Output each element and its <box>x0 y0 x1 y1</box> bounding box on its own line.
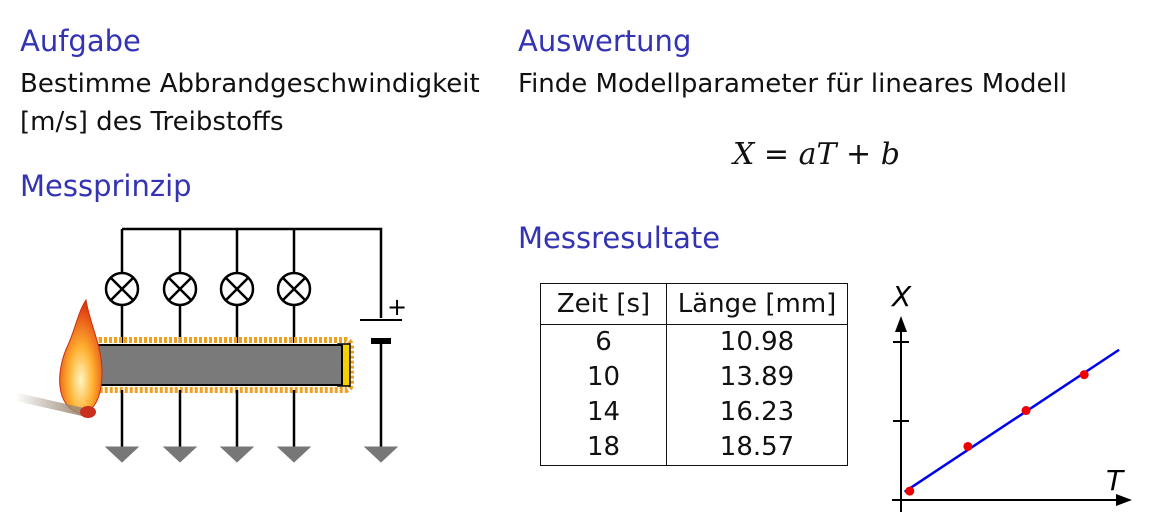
top-wire <box>122 229 381 318</box>
data-point <box>1022 406 1031 415</box>
data-point <box>963 442 972 451</box>
aufgabe-text-line1: Bestimme Abbrandgeschwindigkeit <box>20 69 480 99</box>
lamp-3-icon <box>221 273 253 305</box>
battery-plus-label: + <box>387 293 408 321</box>
messprinzip-heading: Messprinzip <box>20 169 192 203</box>
y-axis-arrow <box>895 316 907 332</box>
table-row: 14 16.23 <box>541 395 848 430</box>
battery-icon <box>360 320 402 341</box>
ground-1-icon <box>106 447 138 462</box>
data-point <box>905 487 914 496</box>
aufgabe-heading: Aufgabe <box>20 24 141 58</box>
table-row: 10 13.89 <box>541 360 848 395</box>
table-row: 6 10.98 <box>541 325 848 361</box>
fuel-rod <box>98 345 342 385</box>
y-axis-label: X <box>892 280 912 313</box>
ground-5-icon <box>365 447 397 462</box>
messresultate-heading: Messresultate <box>518 221 721 255</box>
ground-3-icon <box>221 447 253 462</box>
lamp-1-icon <box>106 273 138 305</box>
aufgabe-text-line2: [m/s] des Treibstoffs <box>20 107 284 137</box>
column-header-laenge: Länge [mm] <box>667 284 848 325</box>
auswertung-text: Finde Modellparameter für lineares Modell <box>518 69 1067 99</box>
circuit-diagram <box>0 0 440 524</box>
results-table <box>540 283 848 466</box>
ground-2-icon <box>164 447 196 462</box>
flame-icon <box>60 300 102 414</box>
data-point <box>1080 370 1089 379</box>
ground-4-icon <box>278 447 310 462</box>
column-header-zeit: Zeit [s] <box>541 284 667 325</box>
table-row: 18 18.57 <box>541 430 848 466</box>
lamp-2-icon <box>164 273 196 305</box>
scatter-plot <box>870 280 1140 520</box>
auswertung-heading: Auswertung <box>518 24 692 58</box>
x-axis-label: T <box>1106 464 1124 497</box>
match-head-icon <box>80 406 96 418</box>
lamp-4-icon <box>278 273 310 305</box>
model-equation: X = aT + b <box>733 137 900 172</box>
